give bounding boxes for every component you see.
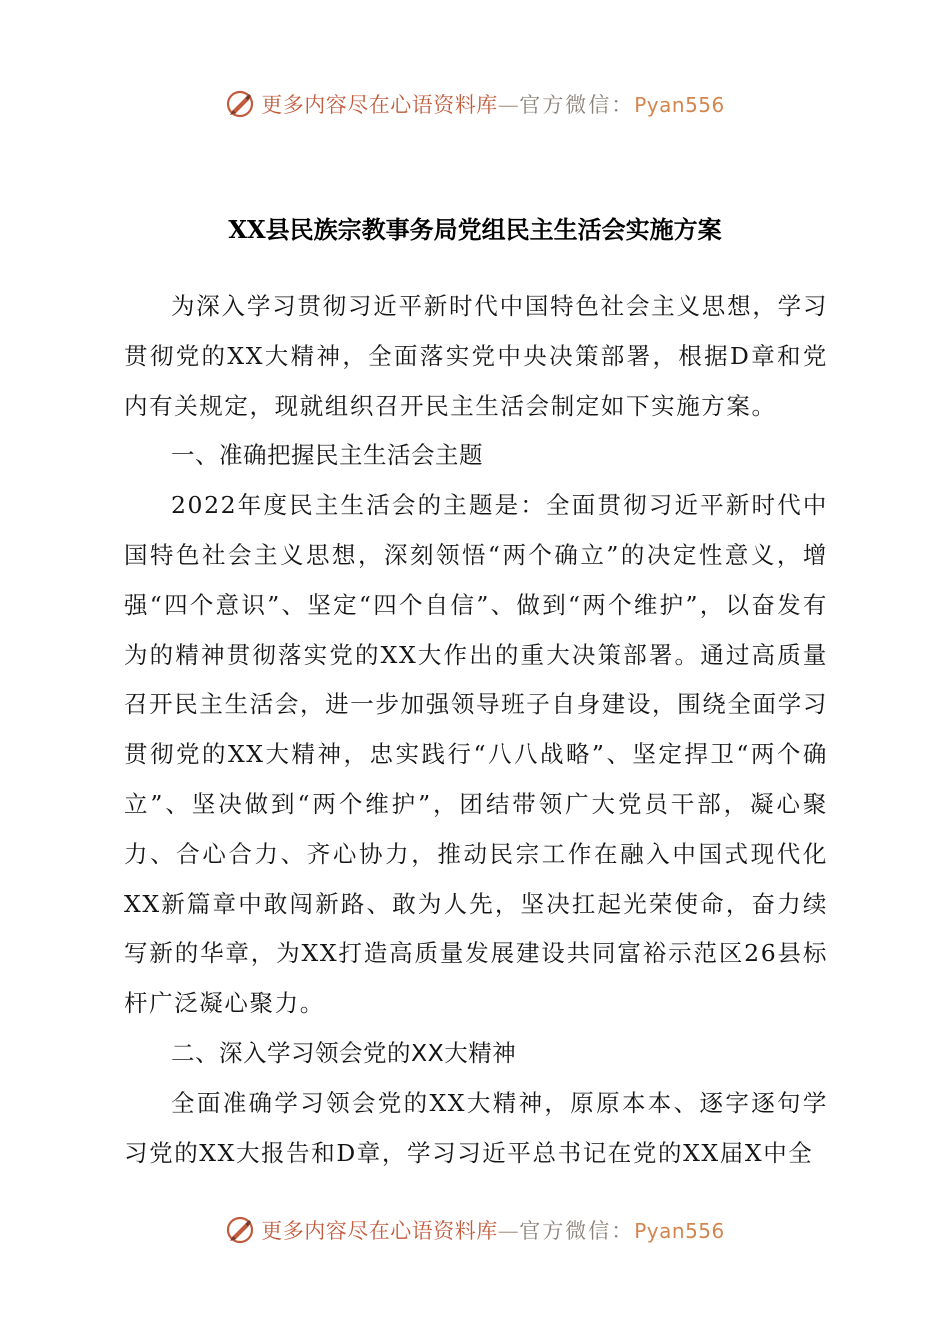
- banner-account: Pyan556: [634, 1219, 725, 1243]
- banner-main-text: 更多内容尽在心语资料库: [261, 93, 498, 117]
- banner-dash: —: [497, 93, 520, 117]
- section-body-2: 全面准确学习领会党的XX大精神，原原本本、逐字逐句学习党的XX大报告和D章，学习习近平总书记在党的XX届X中全: [124, 1088, 828, 1167]
- banner-text: [261, 1215, 725, 1245]
- section-heading-1: 一、准确把握民主生活会主题: [171, 441, 483, 470]
- header-watermark-banner: [0, 84, 950, 124]
- section-heading-2: 二、深入学习领会党的XX大精神: [171, 1038, 517, 1067]
- footer-watermark-banner: [0, 1210, 950, 1250]
- banner-main-text: 更多内容尽在心语资料库: [261, 1219, 498, 1243]
- pen-logo-icon: [225, 89, 255, 119]
- intro-paragraph: 为深入学习贯彻习近平新时代中国特色社会主义思想，学习贯彻党的XX大精神，全面落实党中央决策部署，根据D章和党内有关规定，现就组织召开民主生活会制定如下实施方案。: [124, 292, 828, 420]
- document-title: XX县民族宗教事务局党组民主生活会实施方案: [228, 215, 722, 244]
- banner-account: Pyan556: [634, 93, 725, 117]
- document-body: [124, 282, 828, 1178]
- section-body-1: 2022年度民主生活会的主题是：全面贯彻习近平新时代中国特色社会主义思想，深刻领悟“两个确立”的决定性意义，增强“四个意识”、坚定“四个自信”、做到“两个维护”，以奋发有为的精神贯彻落实党的XX大作出的重大决策部署。通过高质量召开民主生活会，进一步加强领导班子自身建设，围绕全面学习贯彻党的XX大精神，忠实践行“八八战略”、坚定捍卫“两个确立”、坚决做到“两个维护”，团结带领广大党员干部，凝心聚力、合心合力、齐心协力，推动民宗工作在融入中国式现代化XX新篇章中敢闯新路、敢为人先，坚决扛起光荣使命，奋力续写新的华章，为XX打造高质量发展建设共同富裕示范区26县标杆广泛凝心聚力。: [124, 491, 828, 1018]
- pen-logo-icon: [225, 1215, 255, 1245]
- banner-wechat-label: 官方微信：: [519, 1219, 635, 1243]
- banner-dash: —: [497, 1219, 520, 1243]
- banner-wechat-label: 官方微信：: [519, 93, 635, 117]
- banner-text: [261, 89, 725, 119]
